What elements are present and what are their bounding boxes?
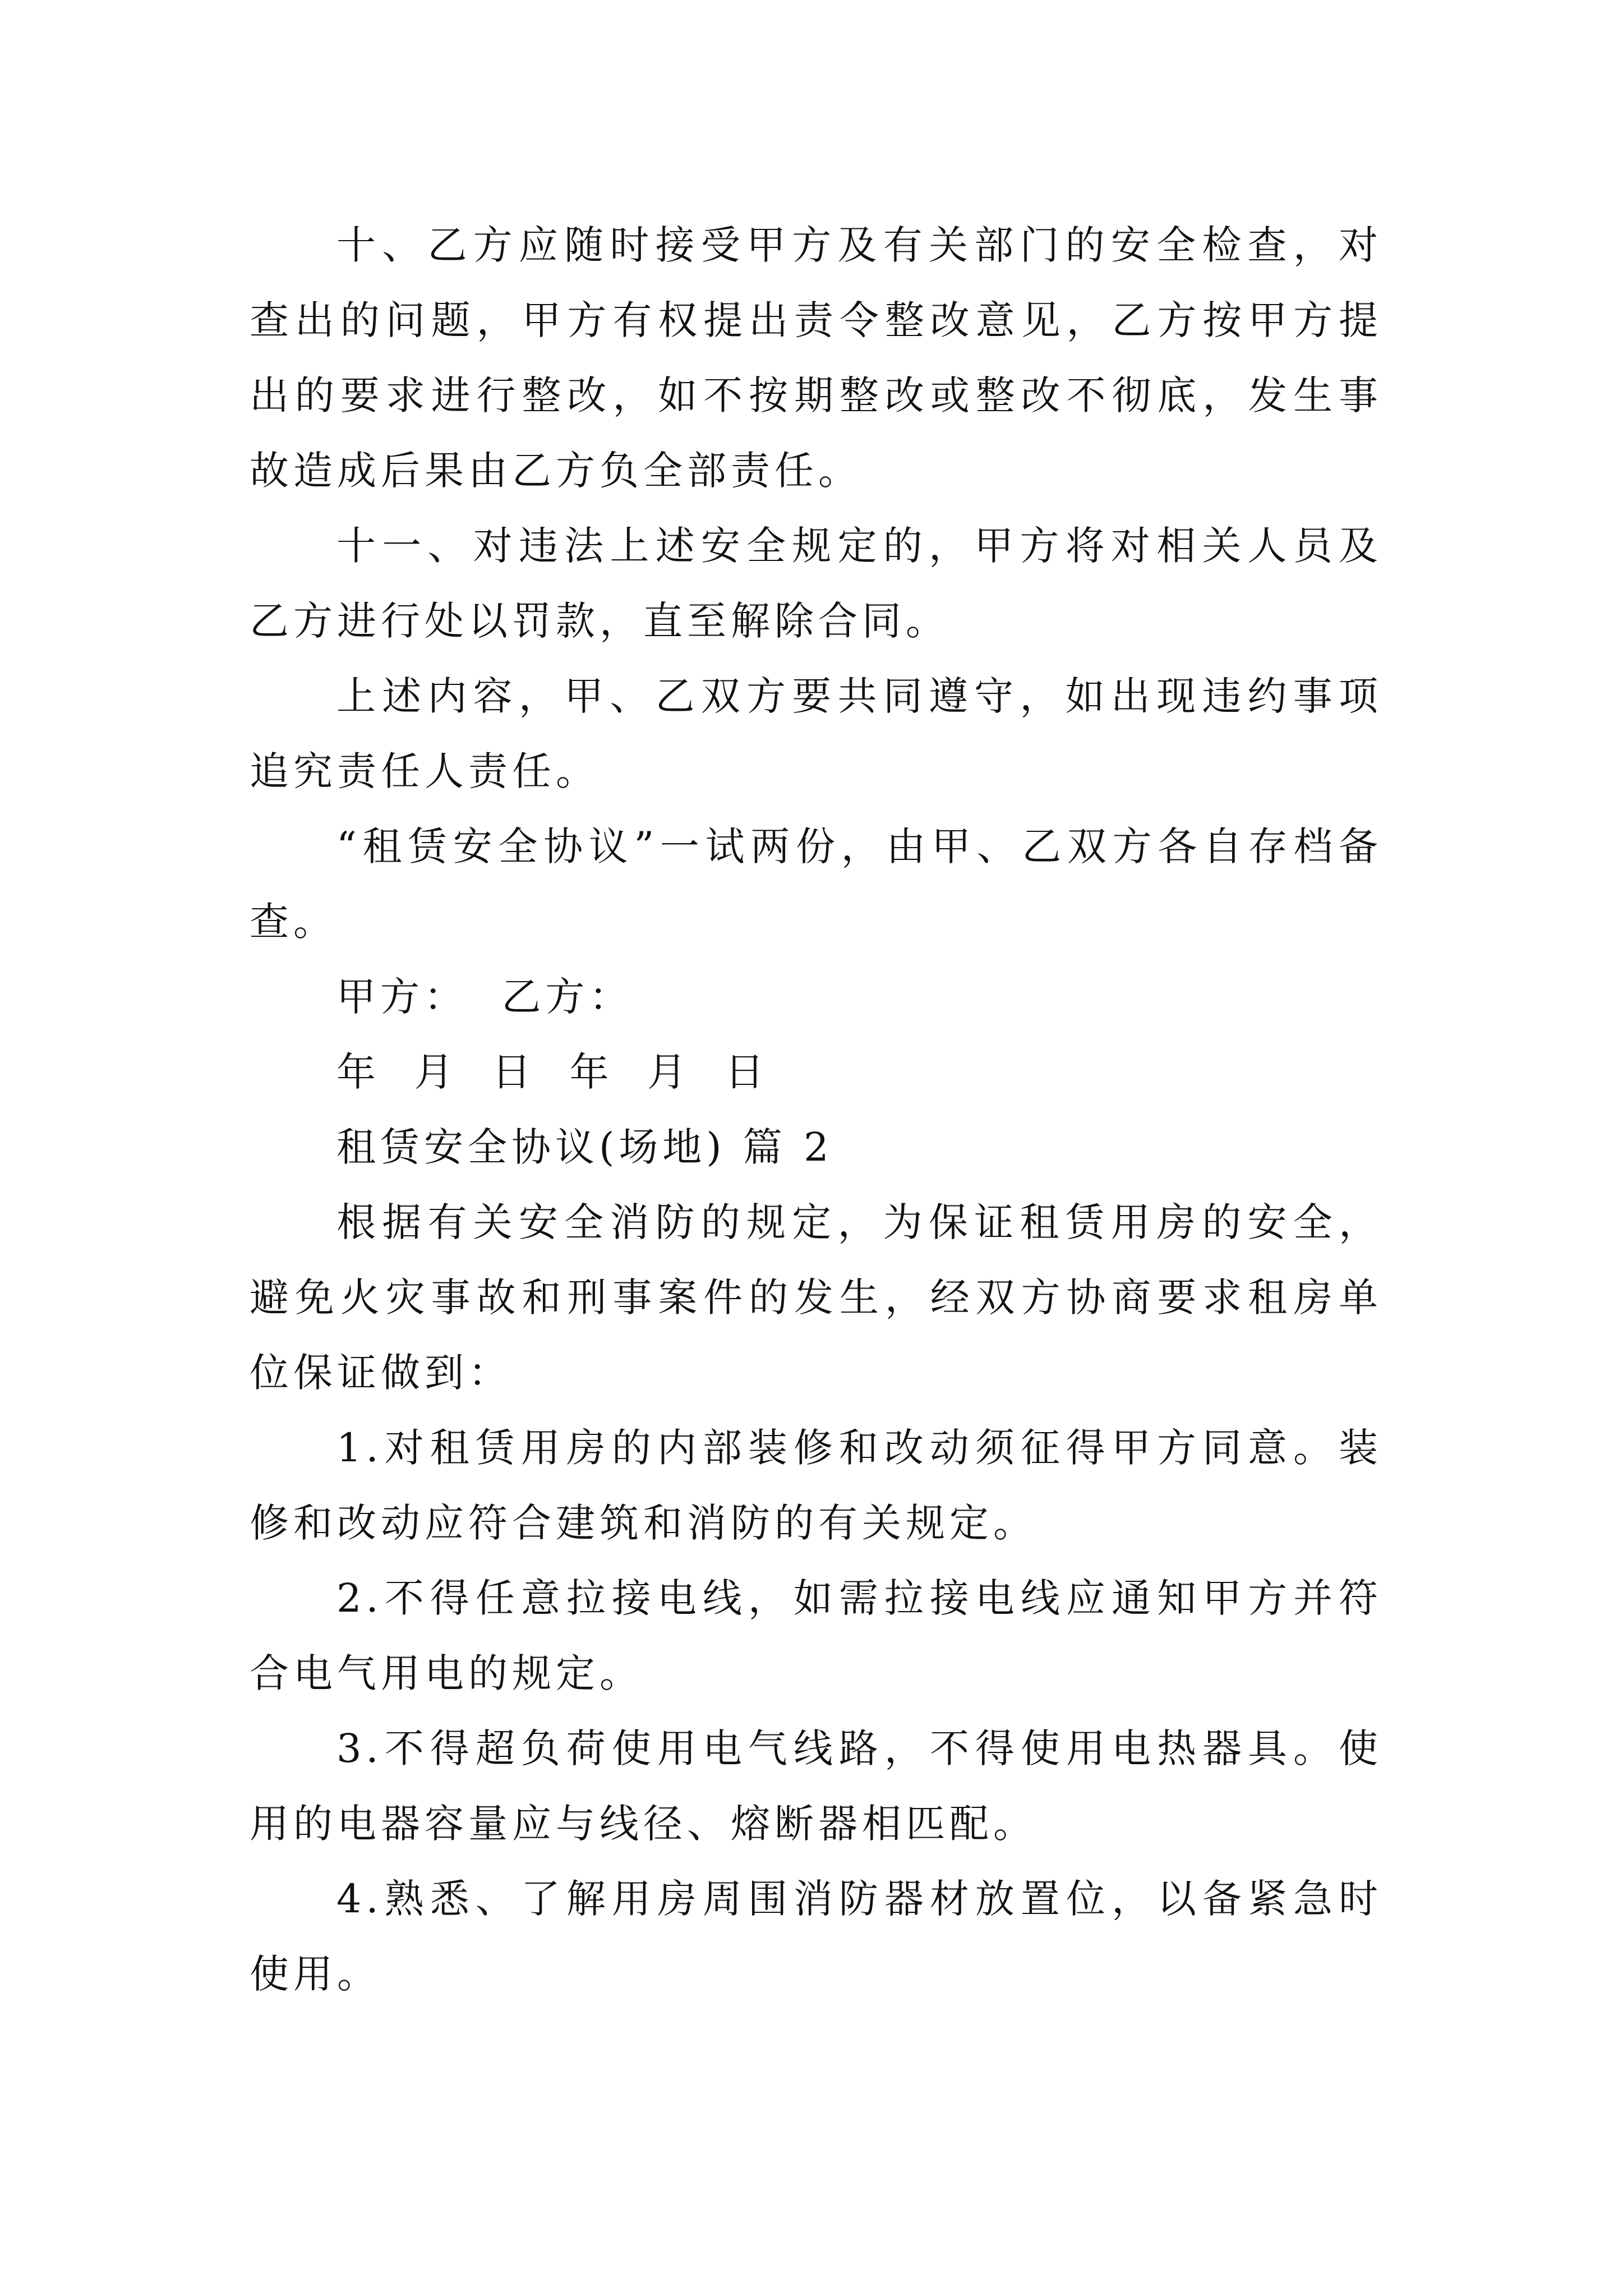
- list-item-2: 2.不得任意拉接电线，如需拉接电线应通知甲方并符合电气用电的规定。: [250, 1575, 1382, 1696]
- paragraph-compliance: 上述内容，甲、乙双方要共同遵守，如出现违约事项追究责任人责任。: [250, 673, 1382, 794]
- paragraph-clause-11: 十一、对违法上述安全规定的，甲方将对相关人员及乙方进行处以罚款，直至解除合同。: [250, 523, 1382, 644]
- paragraph-copies: “租赁安全协议”一试两份，由甲、乙双方各自存档备查。: [250, 823, 1382, 945]
- document-page: [250, 208, 1382, 2012]
- section-title: 租赁安全协议(场地) 篇 2: [336, 1124, 833, 1170]
- paragraph-intro: 根据有关安全消防的规定，为保证租赁用房的安全，避免火灾事故和刑事案件的发生，经双方协商要求租房单位保证做到：: [250, 1199, 1382, 1396]
- list-item-1: 1.对租赁用房的内部装修和改动须征得甲方同意。装修和改动应符合建筑和消防的有关规定。: [250, 1425, 1382, 1546]
- signature-parties: 甲方： 乙方：: [336, 974, 633, 1020]
- paragraph-clause-10: 十、乙方应随时接受甲方及有关部门的安全检查，对查出的问题，甲方有权提出责令整改意见，乙方按甲方提出的要求进行整改，如不按期整改或整改不彻底，发生事故造成后果由乙方负全部责任。: [250, 222, 1382, 494]
- signature-dates: 年 月 日 年 月 日: [336, 1049, 769, 1095]
- list-item-4: 4.熟悉、了解用房周围消防器材放置位，以备紧急时使用。: [250, 1876, 1382, 1997]
- list-item-3: 3.不得超负荷使用电气线路，不得使用电热器具。使用的电器容量应与线径、熔断器相匹配。: [250, 1726, 1382, 1847]
